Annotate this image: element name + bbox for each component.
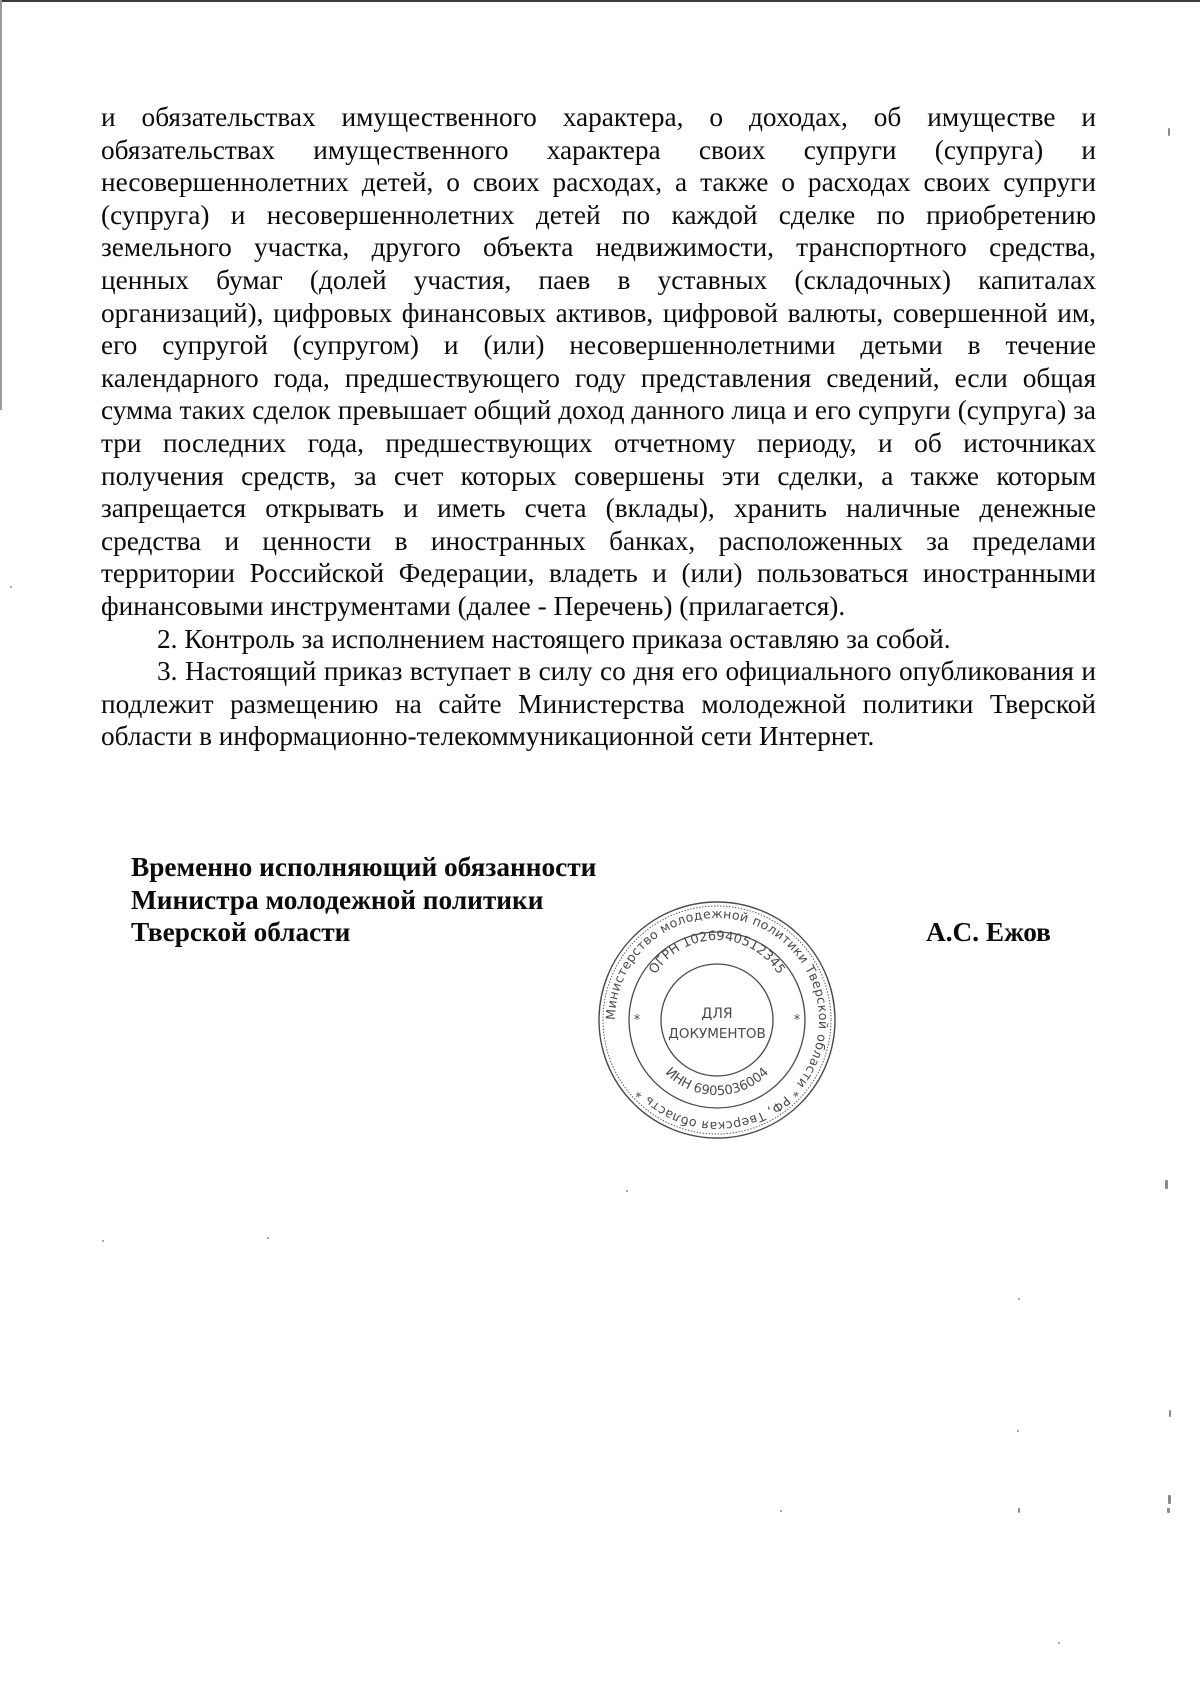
document-body bbox=[101, 101, 1096, 753]
scan-top-edge bbox=[0, 0, 1200, 2]
scan-speck bbox=[1167, 1508, 1170, 1513]
signatory-position-line-3: Тверской области bbox=[131, 917, 351, 948]
paragraph-item-3: 3. Настоящий приказ вступает в силу со дня его официального опубликования и подлежит размещению на сайте Министерства молодежной политики Тверской области в информационно-телекоммуникационной сети Интернет. bbox=[101, 656, 1096, 752]
signatory-position-line-1: Временно исполняющий обязанности bbox=[131, 852, 597, 882]
scan-speck bbox=[1165, 1180, 1168, 1189]
scan-speck bbox=[10, 586, 12, 588]
seal-outer-text: Министерство молодежной политики Тверской области * РФ, Тверская область * bbox=[602, 905, 832, 1135]
scan-speck bbox=[1058, 1642, 1060, 1644]
scan-speck bbox=[1169, 1410, 1171, 1417]
scan-speck bbox=[102, 1240, 104, 1242]
seal-center-line-2: ДОКУМЕНТОВ bbox=[668, 1026, 766, 1042]
scan-speck bbox=[626, 1190, 628, 1192]
scan-speck bbox=[1018, 1298, 1020, 1300]
seal-ogrn-text: ОГРН 1026940512345 bbox=[646, 928, 788, 977]
official-seal bbox=[597, 900, 837, 1140]
seal-inn-text: ИНН 6905036004 bbox=[662, 1064, 772, 1100]
seal-star-left-icon: * bbox=[633, 1013, 641, 1028]
scan-speck bbox=[780, 1510, 782, 1512]
scan-speck bbox=[1168, 1495, 1171, 1504]
scan-speck bbox=[1168, 128, 1170, 136]
scan-speck bbox=[1018, 1508, 1020, 1513]
paragraph-list-continuation: и обязательствах имущественного характера, о доходах, об имуществе и обязательствах имущественного характера своих супруги (супруга) и несовершеннолетних детей, о своих расходах, а также о расходах своих супруги (супруга) и несовершеннолетних детей по каждой сделке по приобретению земельного участка, другого объекта недвижимости, транспортного средства, ценных бумаг (долей участия, паев в уставных (складочных) капиталах организаций), цифровых финансовых активов, цифровой валюты, совершенной им, его супругой (супругом) и (или) несовершеннолетними детьми в течение календарного года, предшествующего году представления сведений, если общая сумма таких сделок превышает общий доход данного лица и его супруги (супруга) за три последних года, предшествующих отчетному периоду, и об источниках получения средств, за счет которых совершены эти сделки, а также которым запрещается открывать и иметь счета (вклады), хранить наличные денежные средства и ценности в иностранных банках, расположенных за пределами территории Российской Федерации, владеть и (или) пользоваться иностранными финансовыми инструментами (далее - Перечень) (прилагается). bbox=[101, 102, 1096, 621]
signature-block bbox=[131, 851, 596, 949]
seal-center-line-1: ДЛЯ bbox=[701, 1006, 733, 1022]
seal-star-right-icon: * bbox=[793, 1013, 801, 1028]
scan-left-edge bbox=[0, 0, 2, 410]
paragraph-item-2: 2. Контроль за исполнением настоящего приказа оставляю за собой. bbox=[157, 623, 951, 654]
scan-speck bbox=[1017, 1430, 1019, 1432]
signatory-name: А.С. Ежов bbox=[926, 917, 1051, 947]
scan-speck bbox=[267, 1237, 269, 1239]
signatory-position-line-2: Министра молодежной политики bbox=[131, 884, 544, 915]
